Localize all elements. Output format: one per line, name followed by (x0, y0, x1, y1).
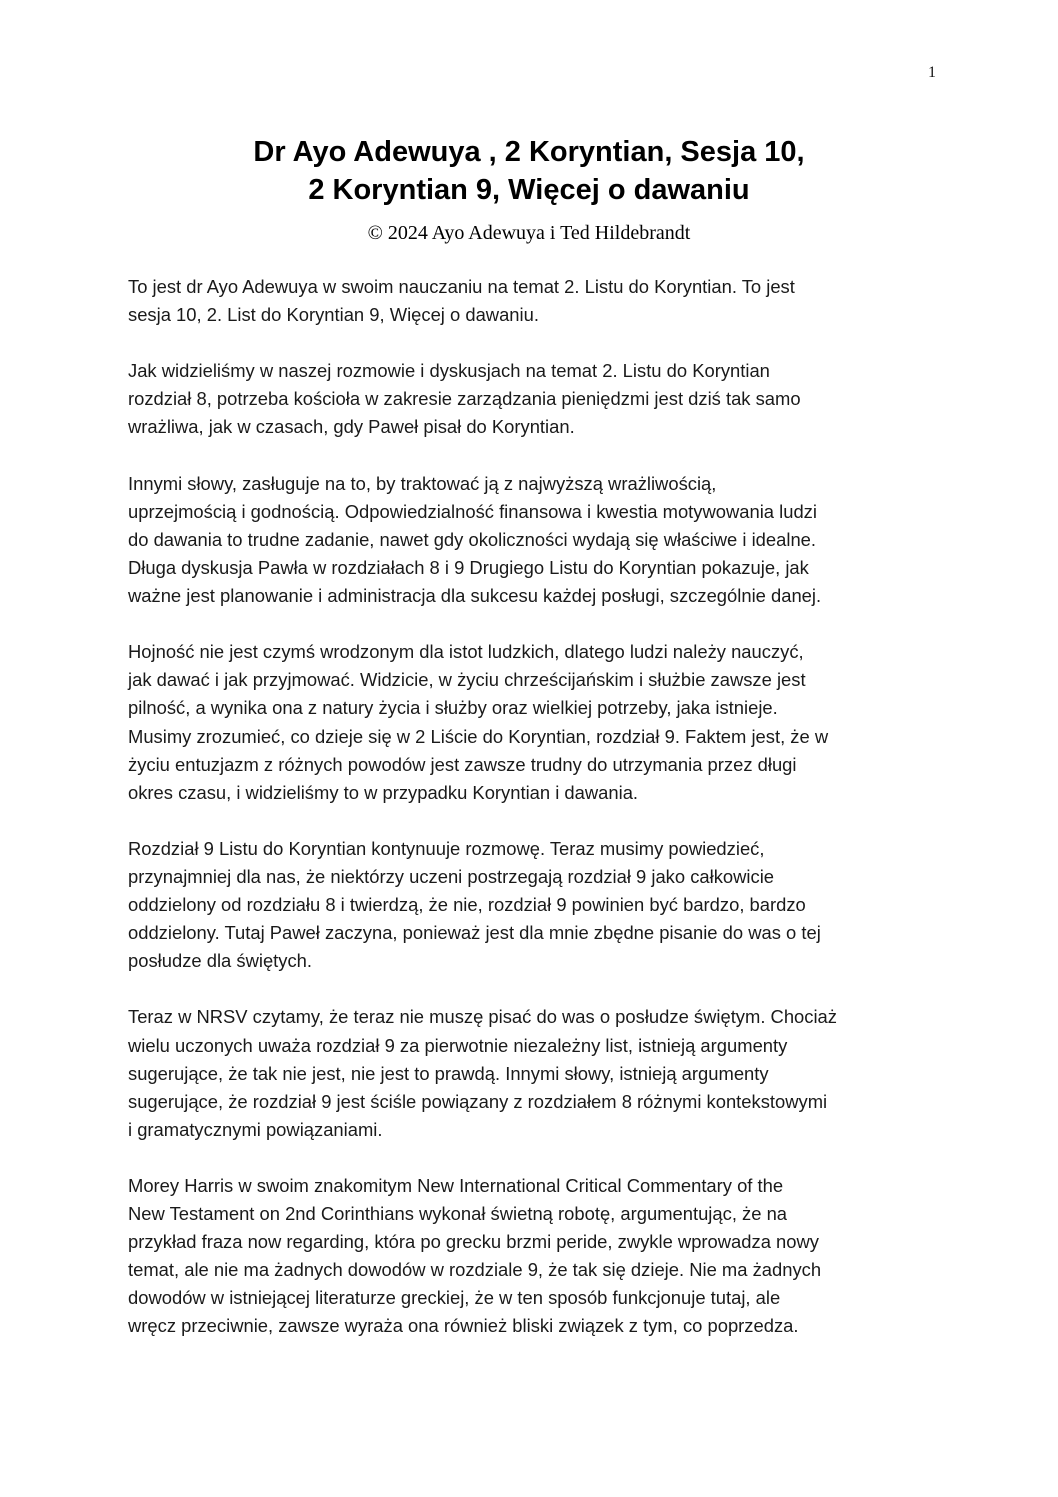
paragraph-line: dowodów w istniejącej literaturze greckiej, że w ten sposób funkcjonuje tutaj, ale (128, 1287, 781, 1309)
paragraph (128, 835, 944, 975)
paragraph-line: oddzielony. Tutaj Paweł zaczyna, ponieważ jest dla mnie zbędne pisanie do was o tej (128, 922, 821, 944)
paragraph (128, 1172, 944, 1341)
paragraph-line: przynajmniej dla nas, że niektórzy uczeni postrzegają rozdział 9 jako całkowicie (128, 865, 775, 887)
document-title (80, 133, 978, 209)
paragraph-line: posłudze dla świętych. (128, 950, 313, 972)
paragraph-line: życiu entuzjazm z różnych powodów jest zawsze trudny do utrzymania przez długi (128, 753, 797, 775)
paragraph-line: Musimy zrozumieć, co dzieje się w 2 Liście do Koryntian, rozdział 9. Faktem jest, że w (128, 725, 829, 747)
paragraph-line: okres czasu, i widzieliśmy to w przypadku Koryntian i dawania. (128, 781, 639, 803)
paragraph-line: sugerujące, że rozdział 9 jest ściśle powiązany z rozdziałem 8 różnymi kontekstowymi (128, 1090, 828, 1112)
paragraph-line: jak dawać i jak przyjmować. Widzicie, w życiu chrześcijańskim i służbie zawsze jest (128, 669, 806, 691)
paragraph-line: rozdział 8, potrzeba kościoła w zakresie zarządzania pieniędzmi jest dziś tak samo (128, 388, 801, 410)
paragraph-line: To jest dr Ayo Adewuya w swoim nauczaniu na temat 2. Listu do Koryntian. To jest (128, 276, 795, 297)
paragraph-line: sugerujące, że tak nie jest, nie jest to prawdą. Innymi słowy, istnieją argumenty (128, 1062, 769, 1084)
paragraph-line: oddzielony od rozdziału 8 i twierdzą, że nie, rozdział 9 powinien być bardzo, bardzo (128, 894, 806, 916)
paragraph-line: uprzejmością i godnością. Odpowiedzialność finansowa i kwestia motywowania ludzi (128, 500, 817, 522)
paragraph-line: temat, ale nie ma żadnych dowodów w rozdziale 9, że tak się dzieje. Nie ma żadnych (128, 1259, 822, 1281)
paragraph (128, 638, 944, 807)
paragraph-line: przykład fraza now regarding, która po grecku brzmi peride, zwykle wprowadza nowy (128, 1231, 819, 1253)
paragraph (128, 1003, 944, 1143)
paragraph-line: wrażliwa, jak w czasach, gdy Paweł pisał do Koryntian. (128, 416, 575, 438)
paragraph-line: Morey Harris w swoim znakomitym New International Critical Commentary of the (128, 1175, 784, 1196)
paragraph-line: Teraz w NRSV czytamy, że teraz nie muszę pisać do was o posłudze świętym. Chociaż (128, 1006, 837, 1028)
title-line-2: 2 Koryntian 9, Więcej o dawaniu (308, 174, 750, 206)
body-text (128, 273, 944, 1369)
paragraph (128, 273, 944, 329)
paragraph-line: Jak widzieliśmy w naszej rozmowie i dyskusjach na temat 2. Listu do Koryntian (128, 360, 770, 382)
paragraph-line: wręcz przeciwnie, zawsze wyraża ona również bliski związek z tym, co poprzedza. (128, 1315, 799, 1337)
title-line-1: Dr Ayo Adewuya , 2 Koryntian, Sesja 10, (253, 136, 805, 168)
paragraph (128, 357, 944, 441)
paragraph-line: Długa dyskusja Pawła w rozdziałach 8 i 9 Drugiego Listu do Koryntian pokazuje, jak (128, 556, 809, 578)
paragraph-line: Innymi słowy, zasługuje na to, by traktować ją z najwyższą wrażliwością, (128, 472, 717, 494)
paragraph-line: ważne jest planowanie i administracja dla sukcesu każdej posługi, szczególnie danej. (128, 585, 822, 607)
paragraph-line: New Testament on 2nd Corinthians wykonał świetną robotę, argumentując, że na (128, 1203, 788, 1225)
paragraph-line: Hojność nie jest czymś wrodzonym dla istot ludzkich, dlatego ludzi należy nauczyć, (128, 641, 804, 663)
paragraph (128, 470, 944, 610)
copyright-notice: © 2024 Ayo Adewuya i Ted Hildebrandt (367, 222, 691, 244)
paragraph-line: Rozdział 9 Listu do Koryntian kontynuuje rozmowę. Teraz musimy powiedzieć, (128, 837, 765, 859)
page-number: 1 (928, 64, 936, 81)
paragraph-line: wielu uczonych uważa rozdział 9 za pierwotnie niezależny list, istnieją argumenty (128, 1034, 788, 1056)
paragraph-line: pilność, a wynika ona z natury życia i służby oraz wielkiej potrzeby, jaka istnieje. (128, 697, 778, 719)
paragraph-line: do dawania to trudne zadanie, nawet gdy okoliczności wydają się właściwe i idealne. (128, 528, 817, 550)
paragraph-line: i gramatycznymi powiązaniami. (128, 1118, 383, 1140)
paragraph-line: sesja 10, 2. List do Koryntian 9, Więcej o dawaniu. (128, 304, 539, 326)
